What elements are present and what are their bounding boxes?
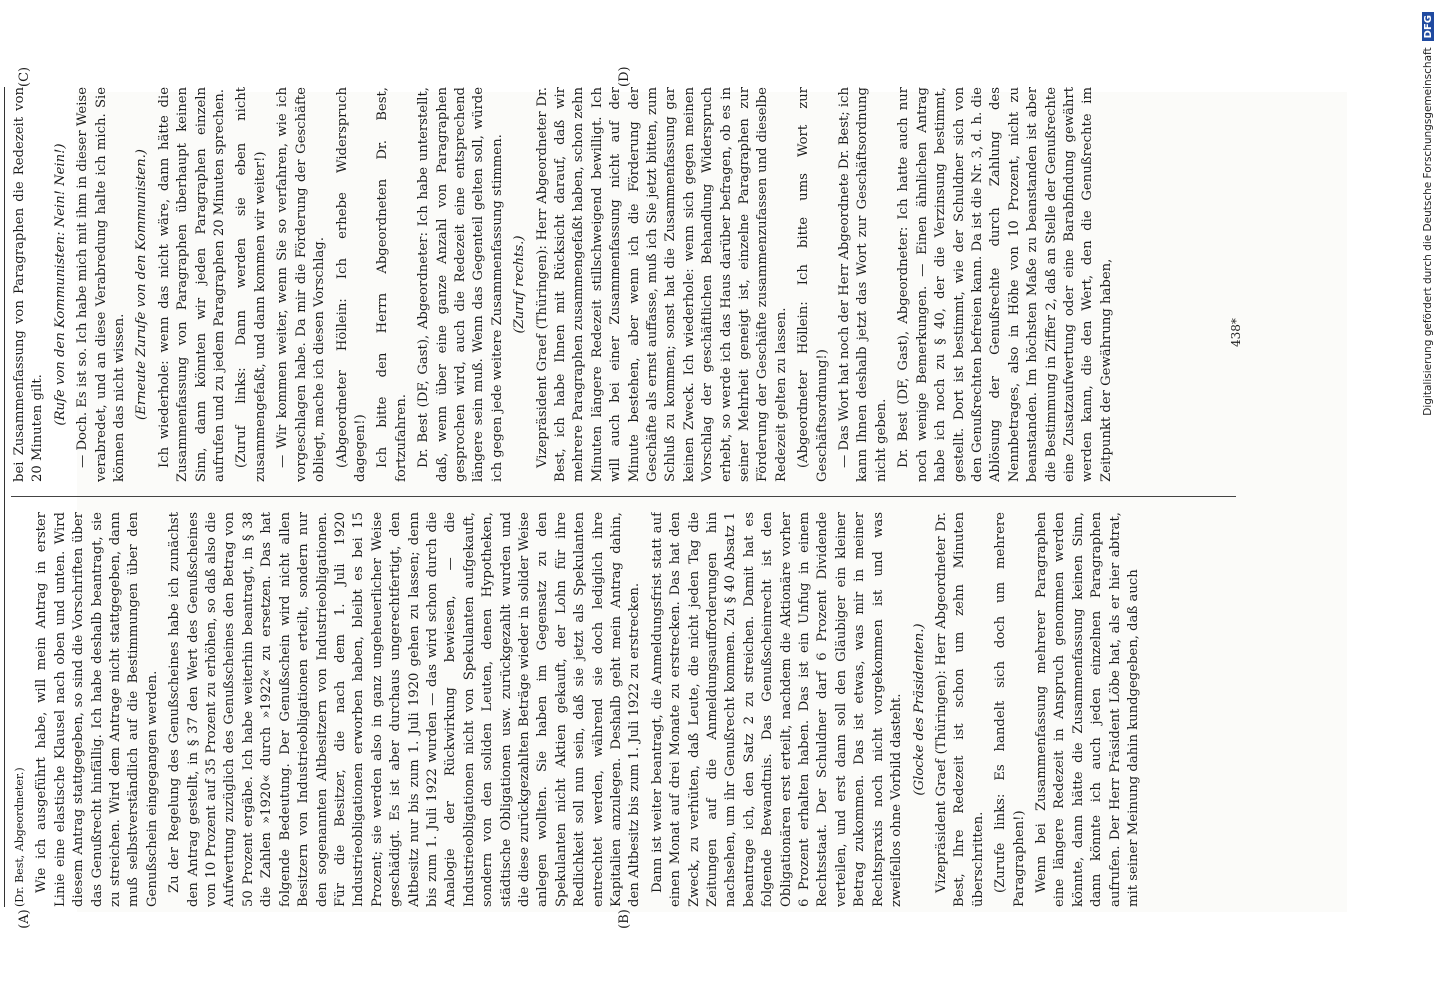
signature-mark: 438* [1229, 318, 1243, 347]
right-paragraph: Vizepräsident Graef (Thüringen): Herr Abgeordneter Dr. Best, ich habe Ihnen mit Rücksicht darauf, daß wir mehrere Paragraphen zusammengefaßt haben, schon zehn Minuten längere Redezeit stillschweigend bewilligt. Ich will auch bei einer Zusammenfassung nicht auf der Minute bestehen, aber wenn ich die Förderung der Geschäfte als ernst auffasse, muß ich Sie jetzt bitten, zum Schluß zu kommen; sonst hat die Zusammenfassung gar keinen Zweck. Ich wiederhole: wenn sich gegen meinen Vorschlag der geschäftlichen Behandlung Widerspruch erhebt, so werde ich das Haus darüber befragen, ob es in seiner Mehrheit geneigt ist, einzelne Paragraphen zur Förderung der Geschäfte zusammenzufassen und dieselbe Redezeit gelten zu lassen. [534, 87, 789, 482]
left-paragraph: Zu der Regelung des Genußscheines habe ich zunächst den Antrag gestellt, in § 37 den Wert des Genußscheines von 10 Prozent auf 35 Prozent zu erhöhen, so daß also die Aufwertung zuzüglich des Genußscheines den Betrag von 50 Prozent ergäbe. Ich habe weiterhin beantragt, in § 38 die Zahlen »1920« durch »1922« zu ersetzen. Das hat folgende Bedeutung. Der Genußschein wird nicht allen Besitzern von Industrieobligationen erteilt, sondern nur den sogenannten Altbesitzern von Industrieobligationen. Für die Besitzer, die nach dem 1. Juli 1920 Industrieobligationen erworben haben, bleibt es bei 15 Prozent; sie werden also in ganz ungeheuerlicher Weise geschädigt. Es ist aber durchaus ungerechtfertigt, den Altbesitz nur bis zum 1. Juli 1920 gehen zu lassen; denn bis zum 1. Juli 1922 wurden — das wird schon durch die Analogie der Rückwirkung bewiesen, — die Industrieobligationen nicht von Spekulanten aufgekauft, sondern von den soliden Leuten, denen Hypotheken, städtische Obligationen usw. zurückgezahlt wurden und die diese zurückgezahlten Beträge wieder in solider Weise anlegen wollten. Sie haben im Gegensatz zu den Spekulanten nicht Aktien gekauft, der Lohn für ihre Redlichkeit soll nun sein, daß sie jetzt als Spekulanten entrechtet werden, während sie doch lediglich ihre Kapitalien anzulegen. Deshalb geht mein Antrag dahin, den Altbesitz bis zum 1. Juli 1922 zu erstrecken. [167, 512, 643, 907]
left-paragraph: Vizepräsident Graef (Thüringen): Herr Abgeordneter Dr. Best, Ihre Redezeit ist schon um zehn Minuten überschritten. [933, 512, 986, 907]
left-paragraph: Wenn bei Zusammenfassung mehrerer Paragraphen eine längere Redezeit in Anspruch genommen werden könnte, dann hätte die Zusammenfassung keinen Sinn, dann könnte ich auch jeden einzelnen Paragraphen aufrufen. Der Herr Präsident Löbe hat, als er hier abtrat, mit seiner Meinung dahin kundgegeben, daß auch [1033, 512, 1141, 907]
right-paragraph: (Erneute Zurufe von den Kommunisten.) [134, 149, 150, 420]
digitization-sidebar [1418, 12, 1434, 988]
right-paragraph: Dr. Best (DF, Gast), Abgeordneter: Ich habe unterstellt, daß, wenn über eine ganze Anzahl von Paragraphen gesprochen wird, auch die Redezeit eine entsprechend längere sein muß. Wenn das Gegenteil gelten soll, würde ich gegen jede weitere Zusammenfassung stimmen. [416, 87, 505, 482]
left-paragraph: Dann ist weiter beantragt, die Anmeldungsfrist statt auf einen Monat auf drei Monate zu erstrecken. Das hat den Zweck, zu verhüten, daß Leute, die nicht jeden Tag die Zeitungen auf die Anmeldungsaufforderungen hin nachsehen, um ihr Genußrecht kommen. Zu § 40 Absatz 1 beantrage ich, den Satz 2 zu streichen. Damit hat es folgende Bewandtnis. Das Genußscheinrecht ist den Obligationären erst erteilt, nachdem die Aktionäre vorher 6 Prozent erhalten haben. Das ist ein Unfug in einem Rechtsstaat. Der Schuldner darf 6 Prozent Dividende verteilen, und erst dann soll den Gläubiger ein kleiner Betrag zukommen. Das ist etwas, was mir in meiner Rechtspraxis noch nicht vorgekommen ist und was zweifellos ohne Vorbild dasteht. [649, 512, 905, 907]
margin-marker-a: (A) [17, 909, 32, 929]
left-paragraph: (Dr. Best, Abgeordneter.) [13, 767, 26, 907]
left-paragraph: Wie ich ausgeführt habe, will mein Antrag in erster Linie eine elastische Klausel nach oben und unten. Wird diesem Antrag stattgegeben, so sind die Vorschriften über das Genußrecht hinfällig. Ich habe deshalb beantragt, sie zu streichen. Wird dem Antrage nicht stattgegeben, dann muß selbstverständlich auf die Bestimmungen über den Genußschein eingegangen werden. [34, 512, 160, 907]
right-paragraph: (Zuruf links: Dann werden sie eben nicht zusammengefaßt, und dann kommen wir weiter!) [234, 87, 268, 482]
page-header [0, 87, 5, 907]
right-paragraph: — Doch. Es ist so. Ich habe mich mit ihm in dieser Weise verabredet, und an diese Verabredung halte ich mich. Sie können das nicht wissen. [75, 87, 128, 482]
dfg-logo: DFG [1422, 12, 1434, 41]
right-paragraph: (Zuruf rechts.) [512, 235, 528, 334]
right-paragraph: bei Zusammenfassung von Paragraphen die Redezeit von 20 Minuten gilt. [12, 87, 46, 482]
right-paragraph: (Rufe von den Kommunisten: Nein! Nein!) [52, 143, 68, 426]
right-paragraph: (Abgeordneter Höllein: Ich bitte ums Wort zur Geschäftsordnung!) [796, 87, 830, 482]
right-paragraph: Ich bitte den Herrn Abgeordneten Dr. Best, fortzufahren. [375, 87, 409, 482]
right-paragraph: Ich wiederhole: wenn das nicht wäre, dann hätte die Zusammenfassung von Paragraphen überhaupt keinen Sinn, dann könnten wir jeden Paragraphen einzeln aufrufen und zu jedem Paragraphen 20 Minuten sprechen. [156, 87, 228, 482]
rotated-page-content [0, 66, 1247, 929]
column-divider [11, 496, 1236, 497]
right-paragraph: — Das Wort hat noch der Herr Abgeordnete Dr. Best; ich kann Ihnen deshalb jetzt das Wort zur Geschäftsordnung nicht geben. [837, 87, 889, 482]
right-paragraph: — Wir kommen weiter, wenn Sie so verfahren, wie ich vorgeschlagen habe. Da mir die Förderung der Geschäfte obliegt, mache ich diesen Vorschlag. [275, 87, 328, 482]
left-paragraph: (Zurufe links: Es handelt sich doch um mehrere Paragraphen!) [993, 512, 1027, 907]
left-column [11, 512, 1236, 907]
right-paragraph: Dr. Best (DF, Gast), Abgeordneter: Ich hatte auch nur noch wenige Bemerkungen. — Einen ähnlichen Antrag habe ich noch zu § 40, der die Verzinsung bestimmt, gestellt. Dort ist bestimmt, wie der Schuldner sich von den Genußrechten befreien kann. Da ist die Nr. 3, d. h. die Ablösung der Genußrechte durch Zahlung des Nennbetrages, also in Höhe von 10 Prozent, nicht zu beanstanden. Im höchsten Maße zu beanstanden ist aber die Bestimmung in Ziffer 2, daß an Stelle der Genußrechte eine Zusatzaufwertung oder eine Barabfindung gewährt werden kann, die den Wert, den die Genußrechte im Zeitpunkt der Gewährung haben, [896, 87, 1114, 482]
right-column [11, 87, 1236, 482]
left-paragraph: (Glocke des Präsidenten.) [911, 623, 927, 796]
scanned-page [12, 66, 1347, 929]
margin-marker-c: (C) [17, 66, 32, 87]
margin-marker-b: (B) [617, 909, 632, 929]
margin-marker-d: (D) [617, 66, 632, 87]
right-paragraph: (Abgeordneter Höllein: Ich erhebe Widerspruch dagegen!) [334, 87, 368, 482]
dfg-credit-text: Digitalisierung gefördert durch die Deutsche Forschungsgemeinschaft [1422, 47, 1434, 416]
